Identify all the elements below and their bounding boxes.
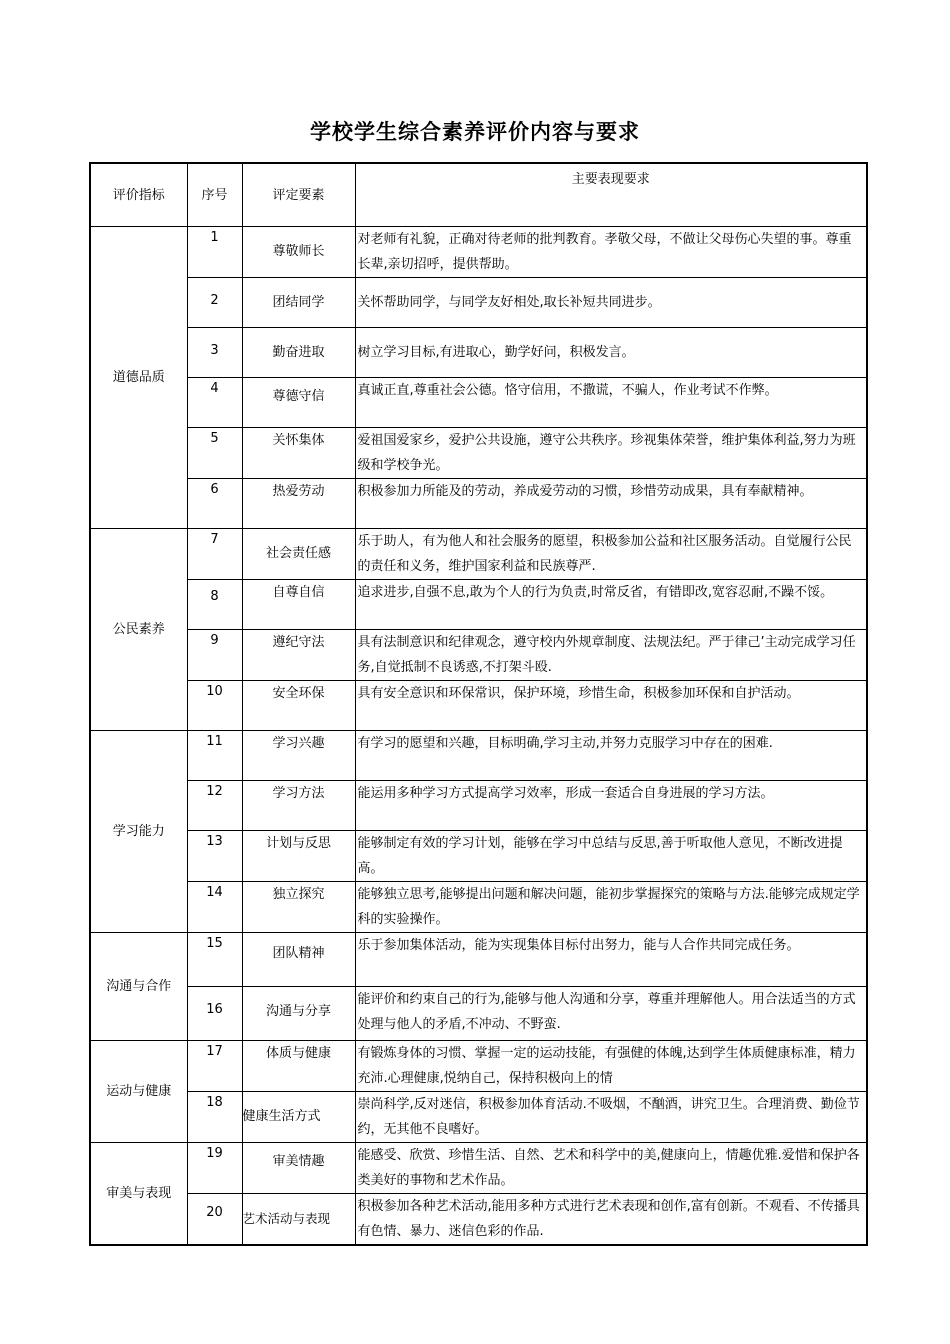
row-element: 审美情趣: [242, 1143, 355, 1194]
row-number: 17: [187, 1041, 242, 1092]
table-row: [90, 227, 867, 278]
row-number: 5: [187, 428, 242, 479]
category-cell: 道德品质: [90, 227, 187, 529]
table-row: [90, 630, 867, 681]
row-number: 3: [187, 328, 242, 378]
row-element: 沟通与分享: [242, 987, 355, 1041]
table-row: [90, 987, 867, 1041]
row-element: 安全环保: [242, 681, 355, 731]
row-number: 9: [187, 630, 242, 681]
table-row: [90, 529, 867, 580]
row-element: 尊德守信: [242, 378, 355, 428]
row-element: 勤奋进取: [242, 328, 355, 378]
row-number: 12: [187, 781, 242, 831]
category-cell: 沟通与合作: [90, 933, 187, 1041]
row-element: 遵纪守法: [242, 630, 355, 681]
table-row: [90, 1092, 867, 1143]
row-requirement: 真诚正直,尊重社会公德。恪守信用，不撒谎，不骗人，作业考试不作弊。: [355, 378, 867, 428]
evaluation-table: [89, 162, 868, 1246]
row-requirement: 能够制定有效的学习计划，能够在学习中总结与反思,善于听取他人意见，不断改进提高。: [355, 831, 867, 882]
row-element: 体质与健康: [242, 1041, 355, 1092]
row-element: 团队精神: [242, 933, 355, 987]
row-element: 自尊自信: [242, 580, 355, 630]
row-requirement-text: 有锻炼身体的习惯、掌握一定的运动技能，有强健的体魄,达到学生体质健康标准，精力充沛.心理健康,悦纳自己，保持积极向上的情: [357, 1046, 856, 1086]
row-number: 15: [187, 933, 242, 987]
table-row: [90, 781, 867, 831]
header-indicator: 评价指标: [90, 163, 187, 227]
table-row: [90, 378, 867, 428]
header-requirement: 主要表现要求: [355, 163, 867, 227]
row-requirement: 能感受、欣赏、珍惜生活、自然、艺术和科学中的美,健康向上，情趣优雅.爱惜和保护各类美好的事物和艺术作品。: [355, 1143, 867, 1194]
row-requirement: 爱祖国爱家乡，爱护公共设施，遵守公共秩序。珍视集体荣誉，维护集体利益,努力为班级和学校争光。: [355, 428, 867, 479]
header-number: 序号: [187, 163, 242, 227]
row-requirement: 乐于参加集体活动，能为实现集体目标付出努力，能与人合作共同完成任务。: [355, 933, 867, 987]
row-element: 学习兴趣: [242, 731, 355, 781]
row-element: 艺术活动与表现: [242, 1194, 355, 1246]
row-element: 计划与反思: [242, 831, 355, 882]
table-row: [90, 933, 867, 987]
row-number: 19: [187, 1143, 242, 1194]
table-row: [90, 731, 867, 781]
row-requirement: 积极参加力所能及的劳动，养成爱劳动的习惯，珍惜劳动成果，具有奉献精神。: [355, 479, 867, 529]
row-number: 13: [187, 831, 242, 882]
table-row: [90, 278, 867, 328]
row-requirement: 树立学习目标,有进取心，勤学好问，积极发言。: [355, 328, 867, 378]
row-element: 热爱劳动: [242, 479, 355, 529]
row-element: 社会责任感: [242, 529, 355, 580]
row-number: 20: [187, 1194, 242, 1246]
row-requirement: 追求进步,自强不息,敢为个人的行为负责,时常反省，有错即改,宽容忍耐,不躁不馁。: [355, 580, 867, 630]
row-number: 8: [187, 580, 242, 630]
category-cell: 公民素养: [90, 529, 187, 731]
row-element: 尊敬师长: [242, 227, 355, 278]
table-row: [90, 580, 867, 630]
row-number: 16: [187, 987, 242, 1041]
table-row: [90, 1143, 867, 1194]
row-requirement: 能评价和约束自己的行为,能够与他人沟通和分享，尊重并理解他人。用合法适当的方式处理与他人的矛盾,不冲动、不野蛮.: [355, 987, 867, 1041]
row-requirement: 对老师有礼貌，正确对待老师的批判教育。孝敬父母，不做让父母伤心失望的事。尊重长辈,亲切招呼，提供帮助。: [355, 227, 867, 278]
row-element: 关怀集体: [242, 428, 355, 479]
row-requirement: 关怀帮助同学，与同学友好相处,取长补短共同进步。: [355, 278, 867, 328]
row-number: 7: [187, 529, 242, 580]
table-row: [90, 1041, 867, 1092]
row-number: 11: [187, 731, 242, 781]
row-number: 10: [187, 681, 242, 731]
table-row: [90, 681, 867, 731]
table-row: [90, 831, 867, 882]
row-element: 学习方法: [242, 781, 355, 831]
category-cell: 运动与健康: [90, 1041, 187, 1143]
row-number: 18: [187, 1092, 242, 1143]
row-element: 独立探究: [242, 882, 355, 933]
row-requirement: 积极参加各种艺术活动,能用多种方式进行艺术表现和创作,富有创新。不观看、不传播具有色情、暴力、迷信色彩的作品.: [355, 1194, 867, 1246]
row-requirement: 具有安全意识和环保常识，保护环境，珍惜生命，积极参加环保和自护活动。: [355, 681, 867, 731]
row-requirement: 具有法制意识和纪律观念，遵守校内外规章制度、法规法纪。严于律己’主动完成学习任务,自觉抵制不良诱惑,不打架斗殴.: [355, 630, 867, 681]
table-row: [90, 479, 867, 529]
row-number: 4: [187, 378, 242, 428]
header-row: [90, 163, 867, 227]
table-row: [90, 882, 867, 933]
row-element: 健康生活方式: [242, 1092, 355, 1143]
row-requirement: 能运用多种学习方式提高学习效率，形成一套适合自身进展的学习方法。: [355, 781, 867, 831]
row-number: 1: [187, 227, 242, 278]
table-row: [90, 328, 867, 378]
row-number: 2: [187, 278, 242, 328]
row-number: 14: [187, 882, 242, 933]
category-cell: 学习能力: [90, 731, 187, 933]
row-requirement: [355, 1041, 867, 1092]
row-element: 团结同学: [242, 278, 355, 328]
table-row: [90, 428, 867, 479]
row-requirement: 崇尚科学,反对迷信，积极参加体育活动.不吸烟，不酗酒，讲究卫生。合理消费、勤俭节约，无其他不良嗜好。: [355, 1092, 867, 1143]
category-cell: 审美与表现: [90, 1143, 187, 1246]
table-row: [90, 1194, 867, 1246]
row-requirement: 乐于助人，有为他人和社会服务的愿望，积极参加公益和社区服务活动。自觉履行公民的责任和义务，维护国家利益和民族尊严.: [355, 529, 867, 580]
row-requirement: 能够独立思考,能够提出问题和解决问题，能初步掌握探究的策略与方法.能够完成规定学科的实验操作。: [355, 882, 867, 933]
header-element: 评定要素: [242, 163, 355, 227]
row-requirement: 有学习的愿望和兴趣，目标明确,学习主动,并努力克服学习中存在的困难.: [355, 731, 867, 781]
page-title: 学校学生综合素养评价内容与要求: [310, 120, 640, 144]
row-number: 6: [187, 479, 242, 529]
